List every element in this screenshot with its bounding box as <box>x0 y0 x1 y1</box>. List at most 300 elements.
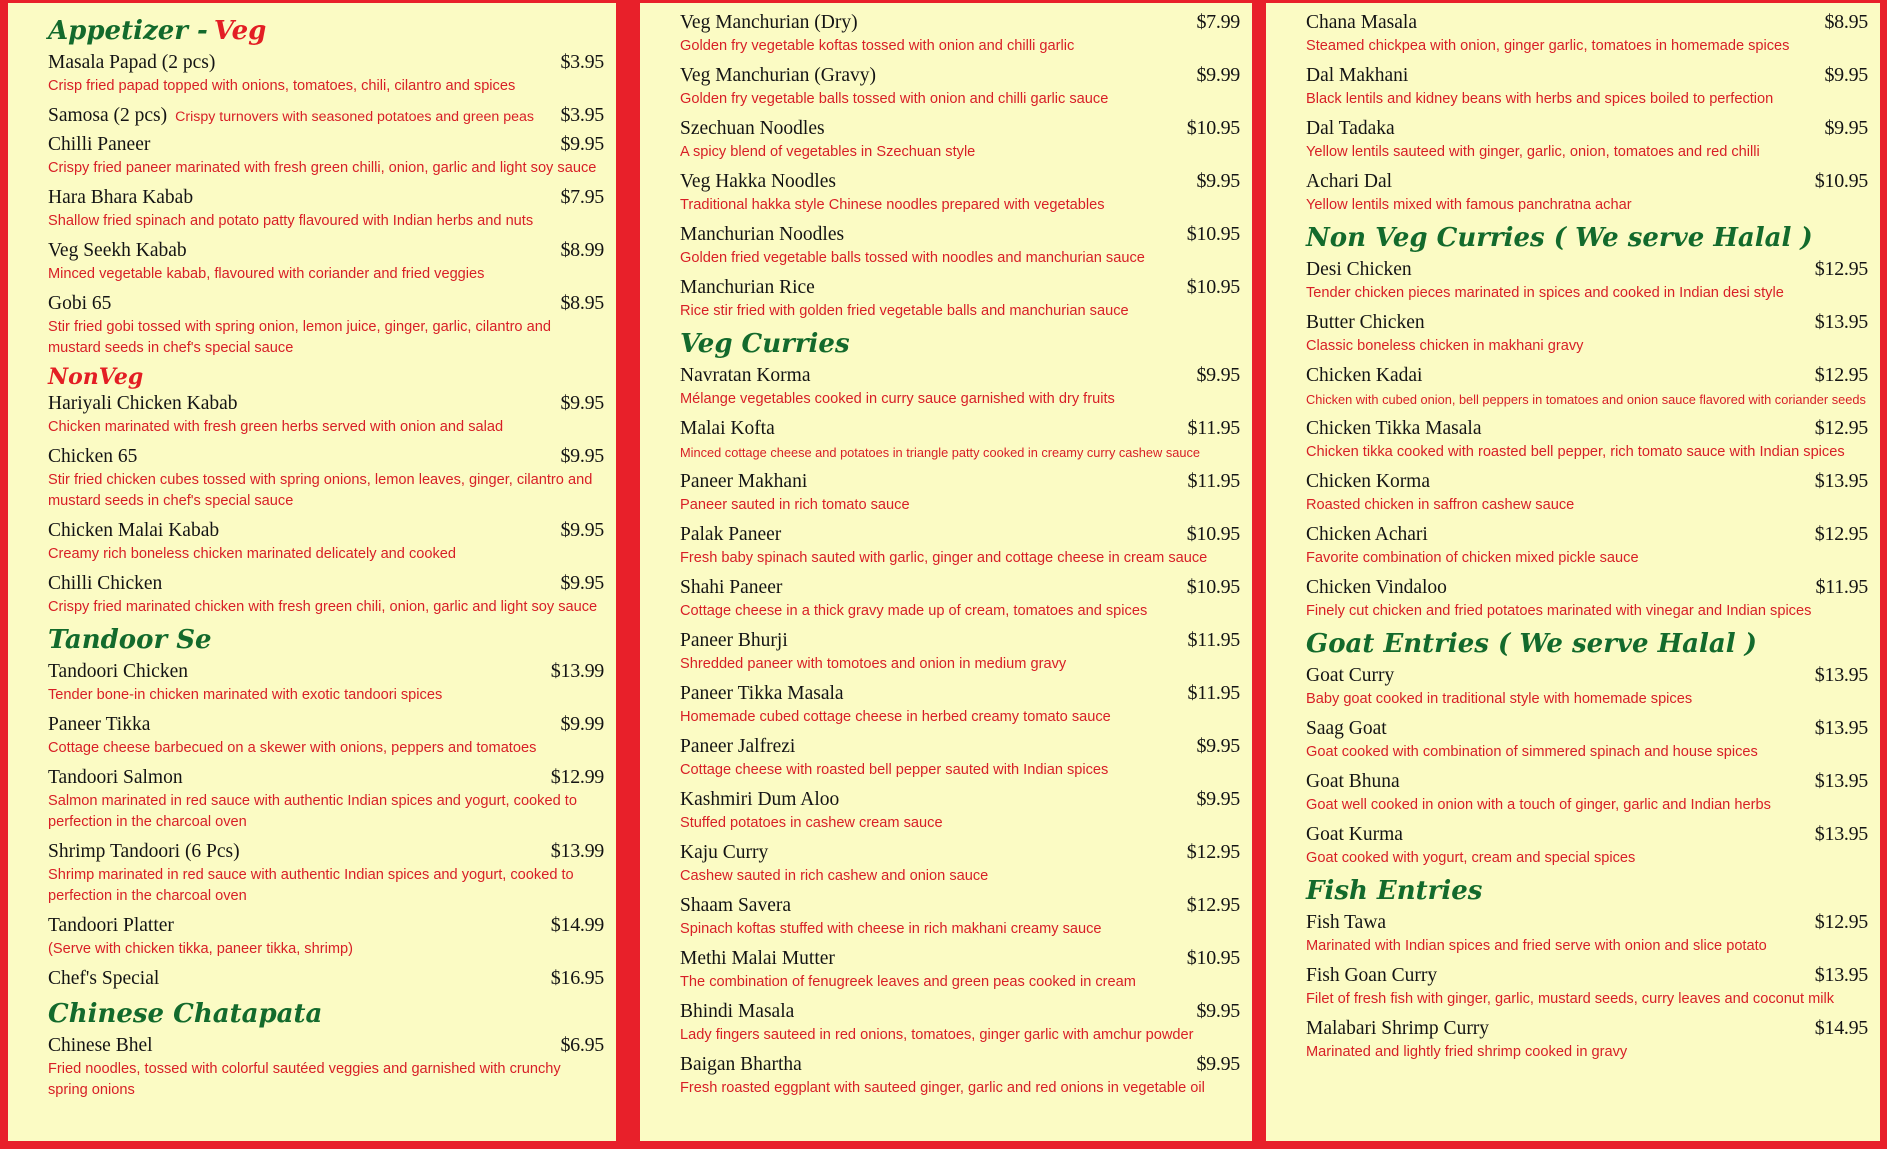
menu-item-row <box>680 627 1240 654</box>
menu-item-row <box>680 362 1240 389</box>
menu-item-name: Veg Manchurian (Dry) <box>680 12 858 33</box>
menu-item-name: Butter Chicken <box>1306 312 1425 333</box>
menu-item-description: Spinach koftas stuffed with cheese in rich makhani creamy sauce <box>680 921 1102 937</box>
menu-section <box>38 15 604 359</box>
menu-item <box>48 390 604 438</box>
menu-item-name: Tandoori Salmon <box>48 767 183 788</box>
menu-item-row <box>48 570 604 597</box>
menu-item-name: Tandoori Chicken <box>48 661 188 682</box>
menu-item-price: $3.95 <box>560 104 604 126</box>
menu-item-description: Minced cottage cheese and potatoes in triangle patty cooked in creamy curry cashew sauce <box>680 445 1200 460</box>
menu-item-row <box>680 221 1240 248</box>
menu-item <box>48 1032 604 1101</box>
menu-item <box>1306 821 1868 869</box>
menu-item <box>680 521 1240 569</box>
menu-item-row <box>680 521 1240 548</box>
menu-item <box>48 443 604 512</box>
menu-item-row <box>680 115 1240 142</box>
menu-item-row <box>48 131 604 158</box>
menu-item-price: $10.95 <box>1186 523 1240 545</box>
menu-item-price: $11.95 <box>1187 470 1240 492</box>
menu-item-row <box>1306 115 1868 142</box>
menu-item-row <box>48 49 604 76</box>
menu-item-row <box>1306 309 1868 336</box>
menu-section <box>670 9 1240 322</box>
menu-item-description: Chicken tikka cooked with roasted bell pepper, rich tomato sauce with Indian spices <box>1306 444 1845 460</box>
menu-item <box>1306 662 1868 710</box>
menu-item-price: $9.95 <box>560 133 604 155</box>
menu-item-name: Kaju Curry <box>680 842 769 863</box>
menu-item-row <box>680 415 1240 442</box>
menu-item-price: $14.95 <box>1814 1017 1868 1039</box>
menu-item-row <box>48 1032 604 1059</box>
menu-item-description: Goat well cooked in onion with a touch of ginger, garlic and Indian herbs <box>1306 797 1771 813</box>
menu-item-description: Minced vegetable kabab, flavoured with coriander and fried veggies <box>48 266 485 282</box>
menu-item-row <box>680 168 1240 195</box>
menu-section <box>38 624 604 992</box>
menu-item-name: Veg Seekh Kabab <box>48 240 187 261</box>
menu-item-name: Baigan Bhartha <box>680 1054 802 1075</box>
menu-section <box>670 328 1240 1099</box>
menu-item-price: $9.95 <box>1196 788 1240 810</box>
section-title <box>1306 222 1868 254</box>
menu-item-price: $12.95 <box>1186 894 1240 916</box>
menu-item-row <box>680 574 1240 601</box>
menu-item-name: Masala Papad (2 pcs) <box>48 52 216 73</box>
section-title <box>1306 875 1868 907</box>
menu-item-description: Shredded paneer with tomotoes and onion in medium gravy <box>680 656 1067 672</box>
menu-item <box>48 290 604 359</box>
menu-item-price: $3.95 <box>560 51 604 73</box>
menu-item-name: Szechuan Noodles <box>680 118 825 139</box>
menu-item-row <box>680 468 1240 495</box>
menu-item <box>1306 115 1868 163</box>
menu-item-name: Saag Goat <box>1306 718 1387 739</box>
menu-item-price: $9.95 <box>560 519 604 541</box>
menu-item-description: Creamy rich boneless chicken marinated delicately and cooked <box>48 546 457 562</box>
menu-item-name: Manchurian Rice <box>680 277 815 298</box>
menu-item-price: $13.95 <box>1814 770 1868 792</box>
menu-item <box>1306 521 1868 569</box>
menu-item <box>48 838 604 907</box>
section-title-text: Non Veg Curries ( We serve Halal ) <box>1306 223 1813 253</box>
menu-item-row <box>48 764 604 791</box>
menu-item-price: $9.95 <box>1196 735 1240 757</box>
menu-item-row <box>1306 468 1868 495</box>
menu-item <box>48 237 604 285</box>
menu-item-name: Kashmiri Dum Aloo <box>680 789 840 810</box>
menu-item-price: $9.95 <box>1824 117 1868 139</box>
menu-item-row <box>1306 768 1868 795</box>
menu-item-description: Cashew sauted in rich cashew and onion sauce <box>680 868 989 884</box>
menu-item <box>1306 962 1868 1010</box>
menu-item-name: Chicken Kadai <box>1306 365 1423 386</box>
menu-item-description: Classic boneless chicken in makhani gravy <box>1306 338 1584 354</box>
menu-item-name: Hara Bhara Kabab <box>48 187 194 208</box>
menu-item-description: Lady fingers sauteed in red onions, tomatoes, ginger garlic with amchur powder <box>680 1027 1194 1043</box>
menu-item-description: Yellow lentils mixed with famous panchratna achar <box>1306 197 1632 213</box>
menu-item-name: Goat Kurma <box>1306 824 1403 845</box>
menu-item-price: $13.99 <box>550 840 604 862</box>
menu-item-name: Dal Tadaka <box>1306 118 1395 139</box>
menu-item-name: Paneer Makhani <box>680 471 808 492</box>
menu-item-name: Methi Malai Mutter <box>680 948 835 969</box>
menu-item-price: $9.95 <box>1196 1000 1240 1022</box>
menu-item-description: Cottage cheese in a thick gravy made up of cream, tomatoes and spices <box>680 603 1148 619</box>
menu-item-description: Stuffed potatoes in cashew cream sauce <box>680 815 943 831</box>
menu-item-row <box>48 290 604 317</box>
section-title-text: Fish Entries <box>1306 876 1483 906</box>
menu-item-row <box>1306 415 1868 442</box>
menu-item-name: Goat Bhuna <box>1306 771 1400 792</box>
menu-item-description: Chicken with cubed onion, bell peppers in tomatoes and onion sauce flavored with coriander seeds <box>1306 392 1866 407</box>
menu-item-row <box>48 517 604 544</box>
section-title <box>48 15 604 47</box>
menu-item-description: Filet of fresh fish with ginger, garlic, mustard seeds, curry leaves and coconut milk <box>1306 991 1835 1007</box>
menu-item-price: $10.95 <box>1186 947 1240 969</box>
menu-item-row <box>680 62 1240 89</box>
menu-item-row <box>1306 62 1868 89</box>
menu-item-row <box>1306 909 1868 936</box>
menu-item <box>680 627 1240 675</box>
menu-item <box>1306 415 1868 463</box>
menu-item-name: Shahi Paneer <box>680 577 783 598</box>
menu-item <box>680 168 1240 216</box>
menu-item-name: Desi Chicken <box>1306 259 1412 280</box>
menu-item-price: $9.95 <box>1824 64 1868 86</box>
menu-item-price: $11.95 <box>1187 682 1240 704</box>
menu-item <box>1306 768 1868 816</box>
menu-item-description: Black lentils and kidney beans with herbs and spices boiled to perfection <box>1306 91 1774 107</box>
menu-item-name: Chana Masala <box>1306 12 1418 33</box>
menu-item-price: $8.95 <box>560 292 604 314</box>
menu-item-name: Goat Curry <box>1306 665 1395 686</box>
menu-item-price: $13.95 <box>1814 823 1868 845</box>
menu-item-description: Tender bone-in chicken marinated with exotic tandoori spices <box>48 687 443 703</box>
menu-item <box>1306 256 1868 304</box>
menu-item <box>48 658 604 706</box>
menu-item-description: Mélange vegetables cooked in curry sauce garnished with dry fruits <box>680 391 1115 407</box>
menu-item-description: Baby goat cooked in traditional style with homemade spices <box>1306 691 1693 707</box>
menu-item-name: Chicken Tikka Masala <box>1306 418 1482 439</box>
menu-item-name: Achari Dal <box>1306 171 1393 192</box>
menu-item-description: Roasted chicken in saffron cashew sauce <box>1306 497 1575 513</box>
menu-item-name: Chef's Special <box>48 968 160 989</box>
menu-item-description: Golden fried vegetable balls tossed with noodles and manchurian sauce <box>680 250 1145 266</box>
menu-item <box>680 9 1240 57</box>
menu-item-price: $13.99 <box>550 660 604 682</box>
menu-item <box>680 945 1240 993</box>
menu-item-row <box>1306 256 1868 283</box>
menu-column-3 <box>1266 3 1880 1141</box>
menu-item-description: Crispy fried marinated chicken with fresh green chili, onion, garlic and light soy sauce <box>48 599 598 615</box>
menu-item-name: Chicken Malai Kabab <box>48 520 220 541</box>
section-title-text: Tandoor Se <box>48 625 212 655</box>
menu-item-name: Malabari Shrimp Curry <box>1306 1018 1490 1039</box>
menu-item-name: Chilli Chicken <box>48 573 163 594</box>
menu-item-name: Bhindi Masala <box>680 1001 795 1022</box>
menu-item-price: $13.95 <box>1814 717 1868 739</box>
menu-item-name: Tandoori Platter <box>48 915 174 936</box>
menu-section <box>1296 628 1868 869</box>
menu-item-row <box>680 274 1240 301</box>
menu-item-row <box>1306 962 1868 989</box>
section-title <box>1306 628 1868 660</box>
menu-item-name: Paneer Bhurji <box>680 630 788 651</box>
menu-item-description: Salmon marinated in red sauce with authentic Indian spices and yogurt, cooked to perfection in the charcoal oven <box>48 793 577 830</box>
menu-item-description: Favorite combination of chicken mixed pickle sauce <box>1306 550 1639 566</box>
section-title-text: NonVeg <box>48 364 144 390</box>
menu-item-price: $12.95 <box>1186 841 1240 863</box>
menu-item-description: Goat cooked with yogurt, cream and special spices <box>1306 850 1636 866</box>
menu-item <box>48 102 604 131</box>
menu-item-description: Finely cut chicken and fried potatoes marinated with vinegar and Indian spices <box>1306 603 1812 619</box>
menu-item-price: $12.95 <box>1814 364 1868 386</box>
menu-item <box>680 274 1240 322</box>
menu-item-price: $10.95 <box>1186 117 1240 139</box>
menu-item-row <box>680 680 1240 707</box>
menu-item <box>1306 9 1868 57</box>
menu-item-description: Goat cooked with combination of simmered spinach and house spices <box>1306 744 1758 760</box>
menu-item-description: Stir fried gobi tossed with spring onion, lemon juice, ginger, garlic, cilantro and mustard seeds in chef's special sauce <box>48 319 551 356</box>
menu-item-row <box>1306 521 1868 548</box>
menu-item-description: Golden fry vegetable koftas tossed with onion and chilli garlic <box>680 38 1075 54</box>
menu-item-description: Crispy fried paneer marinated with fresh green chilli, onion, garlic and light soy sauce <box>48 160 597 176</box>
menu-item-price: $14.99 <box>550 914 604 936</box>
menu-item-price: $13.95 <box>1814 311 1868 333</box>
menu-item-description: Cottage cheese with roasted bell pepper sauted with Indian spices <box>680 762 1109 778</box>
menu-item <box>680 362 1240 410</box>
section-title-text: Appetizer - <box>48 16 208 46</box>
menu-item-name: Chicken Achari <box>1306 524 1428 545</box>
menu-item-description: Paneer sauted in rich tomato sauce <box>680 497 910 513</box>
section-title-text: Veg Curries <box>680 329 850 359</box>
menu-item-name: Paneer Jalfrezi <box>680 736 796 757</box>
menu-item-row <box>1306 1015 1868 1042</box>
menu-item-description: Crispy turnovers with seasoned potatoes and green peas <box>175 109 535 125</box>
menu-item-name: Chilli Paneer <box>48 134 151 155</box>
menu-item-row <box>680 733 1240 760</box>
menu-item <box>680 786 1240 834</box>
menu-item-name: Paneer Tikka Masala <box>680 683 844 704</box>
menu-item-description: Shallow fried spinach and potato patty flavoured with Indian herbs and nuts <box>48 213 534 229</box>
menu-item <box>680 415 1240 463</box>
menu-item-name: Chicken 65 <box>48 446 138 467</box>
menu-item <box>1306 715 1868 763</box>
menu-column-2 <box>640 3 1252 1141</box>
menu-item <box>680 62 1240 110</box>
menu-item-description: Stir fried chicken cubes tossed with spring onions, lemon leaves, ginger, cilantro and mustard seeds in chef's special sauce <box>48 472 593 509</box>
menu-item-row <box>48 102 604 131</box>
menu-item-row <box>48 443 604 470</box>
menu-item-name: Chicken Korma <box>1306 471 1431 492</box>
menu-item-price: $11.95 <box>1187 417 1240 439</box>
menu-item-price: $9.95 <box>1196 1053 1240 1075</box>
menu-item-price: $9.95 <box>1196 170 1240 192</box>
menu-item-description: Fresh roasted eggplant with sauteed ginger, garlic and red onions in vegetable oil <box>680 1080 1205 1096</box>
menu-item-price: $9.99 <box>1196 64 1240 86</box>
menu-item-row <box>48 912 604 939</box>
menu-item-row <box>680 892 1240 919</box>
menu-section <box>1296 9 1868 216</box>
menu-item <box>680 998 1240 1046</box>
menu-item-price: $9.95 <box>1196 364 1240 386</box>
menu-item-price: $10.95 <box>1186 276 1240 298</box>
menu-item-name: Navratan Korma <box>680 365 811 386</box>
menu-item-name: Veg Manchurian (Gravy) <box>680 65 877 86</box>
menu-item-row <box>1306 715 1868 742</box>
menu-item-name: Malai Kofta <box>680 418 775 439</box>
menu-item-row <box>1306 168 1868 195</box>
menu-item-name: Shrimp Tandoori (6 Pcs) <box>48 841 240 862</box>
menu-item-price: $9.95 <box>560 392 604 414</box>
menu-item-price: $8.95 <box>1824 11 1868 33</box>
menu-item-price: $13.95 <box>1814 964 1868 986</box>
menu-item-row <box>680 786 1240 813</box>
menu-item-price: $12.99 <box>550 766 604 788</box>
menu-item-price: $10.95 <box>1186 223 1240 245</box>
menu-item <box>1306 909 1868 957</box>
menu-item-description: Shrimp marinated in red sauce with authentic Indian spices and yogurt, cooked to perfection in the charcoal oven <box>48 867 574 904</box>
menu-item <box>48 912 604 960</box>
menu-item <box>680 221 1240 269</box>
menu-item-description: A spicy blend of vegetables in Szechuan style <box>680 144 976 160</box>
menu-item-description: Steamed chickpea with onion, ginger garlic, tomatoes in homemade spices <box>1306 38 1790 54</box>
menu-item <box>1306 574 1868 622</box>
menu-item-row <box>48 838 604 865</box>
menu-item <box>48 570 604 618</box>
menu-item-name: Samosa (2 pcs) <box>48 105 168 126</box>
menu-item-price: $12.95 <box>1814 417 1868 439</box>
menu-item-description: Yellow lentils sauteed with ginger, garlic, onion, tomatoes and red chilli <box>1306 144 1760 160</box>
menu-item-price: $7.99 <box>1196 11 1240 33</box>
menu-item-row <box>680 945 1240 972</box>
menu-item-name: Paneer Tikka <box>48 714 151 735</box>
section-title-text: Chinese Chatapata <box>48 999 323 1029</box>
menu-item <box>48 711 604 759</box>
menu-section <box>1296 875 1868 1063</box>
menu-item-description: The combination of fenugreek leaves and green peas cooked in cream <box>680 974 1136 990</box>
menu-section <box>1296 222 1868 622</box>
menu-item-row <box>48 237 604 264</box>
menu-item <box>1306 362 1868 410</box>
menu-item-name: Palak Paneer <box>680 524 782 545</box>
menu-item-name: Chicken Vindaloo <box>1306 577 1447 598</box>
menu-item-row <box>680 9 1240 36</box>
menu-item <box>48 49 604 97</box>
menu-item <box>48 965 604 992</box>
menu-item <box>48 131 604 179</box>
section-title <box>48 364 604 390</box>
menu-item <box>1306 1015 1868 1063</box>
menu-item-price: $11.95 <box>1815 576 1868 598</box>
menu-item-price: $13.95 <box>1814 470 1868 492</box>
menu-item <box>1306 62 1868 110</box>
menu-item <box>680 1051 1240 1099</box>
section-title <box>48 624 604 656</box>
menu-item-description: Homemade cubed cottage cheese in herbed creamy tomato sauce <box>680 709 1111 725</box>
menu-item-row <box>48 184 604 211</box>
menu-item-name: Veg Hakka Noodles <box>680 171 836 192</box>
menu-item-price: $9.95 <box>560 445 604 467</box>
menu-item-price: $6.95 <box>560 1034 604 1056</box>
menu-item-row <box>1306 362 1868 389</box>
menu-item-description: Fried noodles, tossed with colorful sautéed veggies and garnished with crunchy spring onions <box>48 1061 561 1098</box>
menu-item-price: $7.95 <box>560 186 604 208</box>
menu-item <box>1306 468 1868 516</box>
menu-item-price: $13.95 <box>1814 664 1868 686</box>
menu-item-name: Fish Goan Curry <box>1306 965 1438 986</box>
menu-section <box>38 998 604 1101</box>
menu-item <box>680 468 1240 516</box>
menu-item-row <box>1306 574 1868 601</box>
menu-item-name: Gobi 65 <box>48 293 112 314</box>
menu-item-row <box>1306 9 1868 36</box>
menu-item-description: Golden fry vegetable balls tossed with onion and chilli garlic sauce <box>680 91 1109 107</box>
menu-item-price: $9.95 <box>560 572 604 594</box>
menu-item <box>680 680 1240 728</box>
menu-item-row <box>680 998 1240 1025</box>
menu-item-description: Tender chicken pieces marinated in spices and cooked in Indian desi style <box>1306 285 1784 301</box>
menu-item-price: $11.95 <box>1187 629 1240 651</box>
menu-item-row <box>1306 821 1868 848</box>
menu-item-description: Rice stir fried with golden fried vegetable balls and manchurian sauce <box>680 303 1129 319</box>
section-title-text: Goat Entries ( We serve Halal ) <box>1306 629 1757 659</box>
menu-item-name: Manchurian Noodles <box>680 224 845 245</box>
menu-item-description: Marinated and lightly fried shrimp cooked in gravy <box>1306 1044 1628 1060</box>
menu-item <box>680 115 1240 163</box>
menu-section <box>38 364 604 618</box>
menu-item-row <box>48 390 604 417</box>
menu-item-name: Dal Makhani <box>1306 65 1409 86</box>
menu-item-price: $10.95 <box>1814 170 1868 192</box>
menu-item-price: $10.95 <box>1186 576 1240 598</box>
menu-item-row <box>680 1051 1240 1078</box>
menu-item <box>1306 168 1868 216</box>
menu-item-price: $16.95 <box>550 967 604 989</box>
menu-item-row <box>48 711 604 738</box>
menu-item <box>1306 309 1868 357</box>
menu-item <box>680 892 1240 940</box>
menu-item-description: Marinated with Indian spices and fried serve with onion and slice potato <box>1306 938 1767 954</box>
menu-item-row <box>48 965 604 992</box>
menu-item <box>680 733 1240 781</box>
menu-item-row <box>1306 662 1868 689</box>
menu-item <box>680 839 1240 887</box>
menu-item-name: Fish Tawa <box>1306 912 1387 933</box>
menu-item-name: Hariyali Chicken Kabab <box>48 393 238 414</box>
menu-item-description: Cottage cheese barbecued on a skewer with onions, peppers and tomatoes <box>48 740 537 756</box>
menu-item-row <box>48 658 604 685</box>
menu-item-price: $12.95 <box>1814 911 1868 933</box>
menu-item-price: $12.95 <box>1814 258 1868 280</box>
section-title <box>48 998 604 1030</box>
menu-item <box>48 184 604 232</box>
menu-item <box>680 574 1240 622</box>
menu-item-description: Traditional hakka style Chinese noodles prepared with vegetables <box>680 197 1105 213</box>
menu-item-description: Crisp fried papad topped with onions, tomatoes, chili, cilantro and spices <box>48 78 516 94</box>
menu-item <box>48 764 604 833</box>
menu-item-description: Chicken marinated with fresh green herbs served with onion and salad <box>48 419 504 435</box>
menu-item-description: Fresh baby spinach sauted with garlic, ginger and cottage cheese in cream sauce <box>680 550 1208 566</box>
section-title <box>680 328 1240 360</box>
menu-item-name: Chinese Bhel <box>48 1035 153 1056</box>
menu-item-price: $8.99 <box>560 239 604 261</box>
menu-item-price: $9.99 <box>560 713 604 735</box>
menu-item-description: (Serve with chicken tikka, paneer tikka, shrimp) <box>48 941 353 957</box>
menu-item-name: Shaam Savera <box>680 895 792 916</box>
menu-column-1 <box>8 3 616 1141</box>
